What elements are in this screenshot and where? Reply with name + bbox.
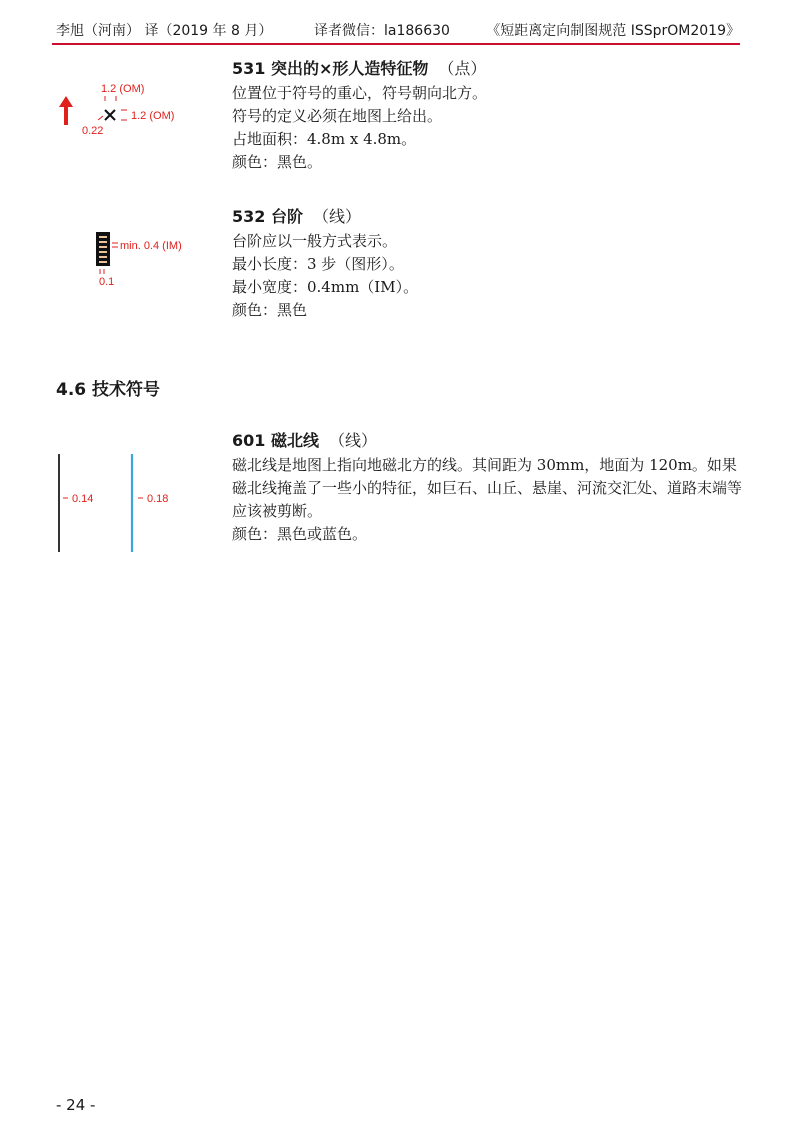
- dim-label-right: 1.2 (OM): [131, 110, 175, 122]
- entry-601-description: [232, 454, 742, 546]
- dim-label-top: 1.2 (OM): [101, 83, 145, 95]
- entry-532-description: [232, 230, 742, 322]
- entry-601-kind: （线）: [328, 431, 377, 450]
- symbol-531-figure: [54, 80, 204, 140]
- header-translator: 李旭（河南） 译（2019 年 8 月）: [56, 23, 273, 39]
- dim-label-left: 0.22: [82, 125, 104, 137]
- dim-label-black-line: 0.14: [72, 493, 94, 505]
- entry-531-description: [232, 82, 742, 174]
- entry-531-line: 占地面积：4.8m x 4.8m。: [232, 130, 417, 148]
- steps-symbol-icon: [96, 232, 110, 266]
- cross-symbol-icon: [105, 110, 115, 120]
- header-rule: [52, 43, 740, 45]
- entry-531-line: 位置位于符号的重心，符号朝向北方。: [232, 84, 488, 102]
- entry-532-line: 最小长度：3 步（图形）。: [232, 255, 404, 273]
- section-heading: 4.6 技术符号: [56, 380, 161, 400]
- dim-label-blue-line: 0.18: [147, 493, 169, 505]
- entry-531-kind: （点）: [438, 59, 487, 78]
- entry-532-line: 颜色：黑色: [232, 301, 308, 319]
- page-header: [56, 20, 740, 42]
- dim-label-bottom: 0.1: [99, 276, 115, 288]
- page-number: - 24 -: [56, 1096, 96, 1114]
- entry-531-title: [232, 57, 486, 81]
- entry-601-color: 颜色：黑色或蓝色。: [232, 525, 368, 543]
- entry-532-line: 台阶应以一般方式表示。: [232, 232, 398, 250]
- header-wechat: 译者微信：la186630: [314, 23, 450, 39]
- entry-532-line: 最小宽度：0.4mm（IM）。: [232, 278, 419, 296]
- header-document-title: 《短距离定向制图规范 ISSprOM2019》: [486, 23, 740, 39]
- entry-601-paragraph: 磁北线是地图上指向地磁北方的线。其间距为 30mm，地面为 120m。如果磁北线掩盖了一些小的特征，如巨石、山丘、悬崖、河流交汇处、道路末端等应该被剪断。: [232, 456, 743, 520]
- symbol-601-figure: [50, 452, 190, 556]
- entry-531-name: 531 突出的×形人造特征物: [232, 59, 429, 78]
- entry-532-name: 532 台阶: [232, 207, 303, 226]
- dim-label-min-width: min. 0.4 (IM): [120, 240, 182, 252]
- entry-531-line: 颜色：黑色。: [232, 153, 323, 171]
- entry-532-title: [232, 205, 361, 229]
- entry-531-line: 符号的定义必须在地图上给出。: [232, 107, 443, 125]
- symbol-532-figure: [90, 228, 210, 290]
- entry-601-title: [232, 429, 377, 453]
- north-arrow-icon: [59, 96, 73, 125]
- entry-601-name: 601 磁北线: [232, 431, 319, 450]
- entry-532-kind: （线）: [312, 207, 361, 226]
